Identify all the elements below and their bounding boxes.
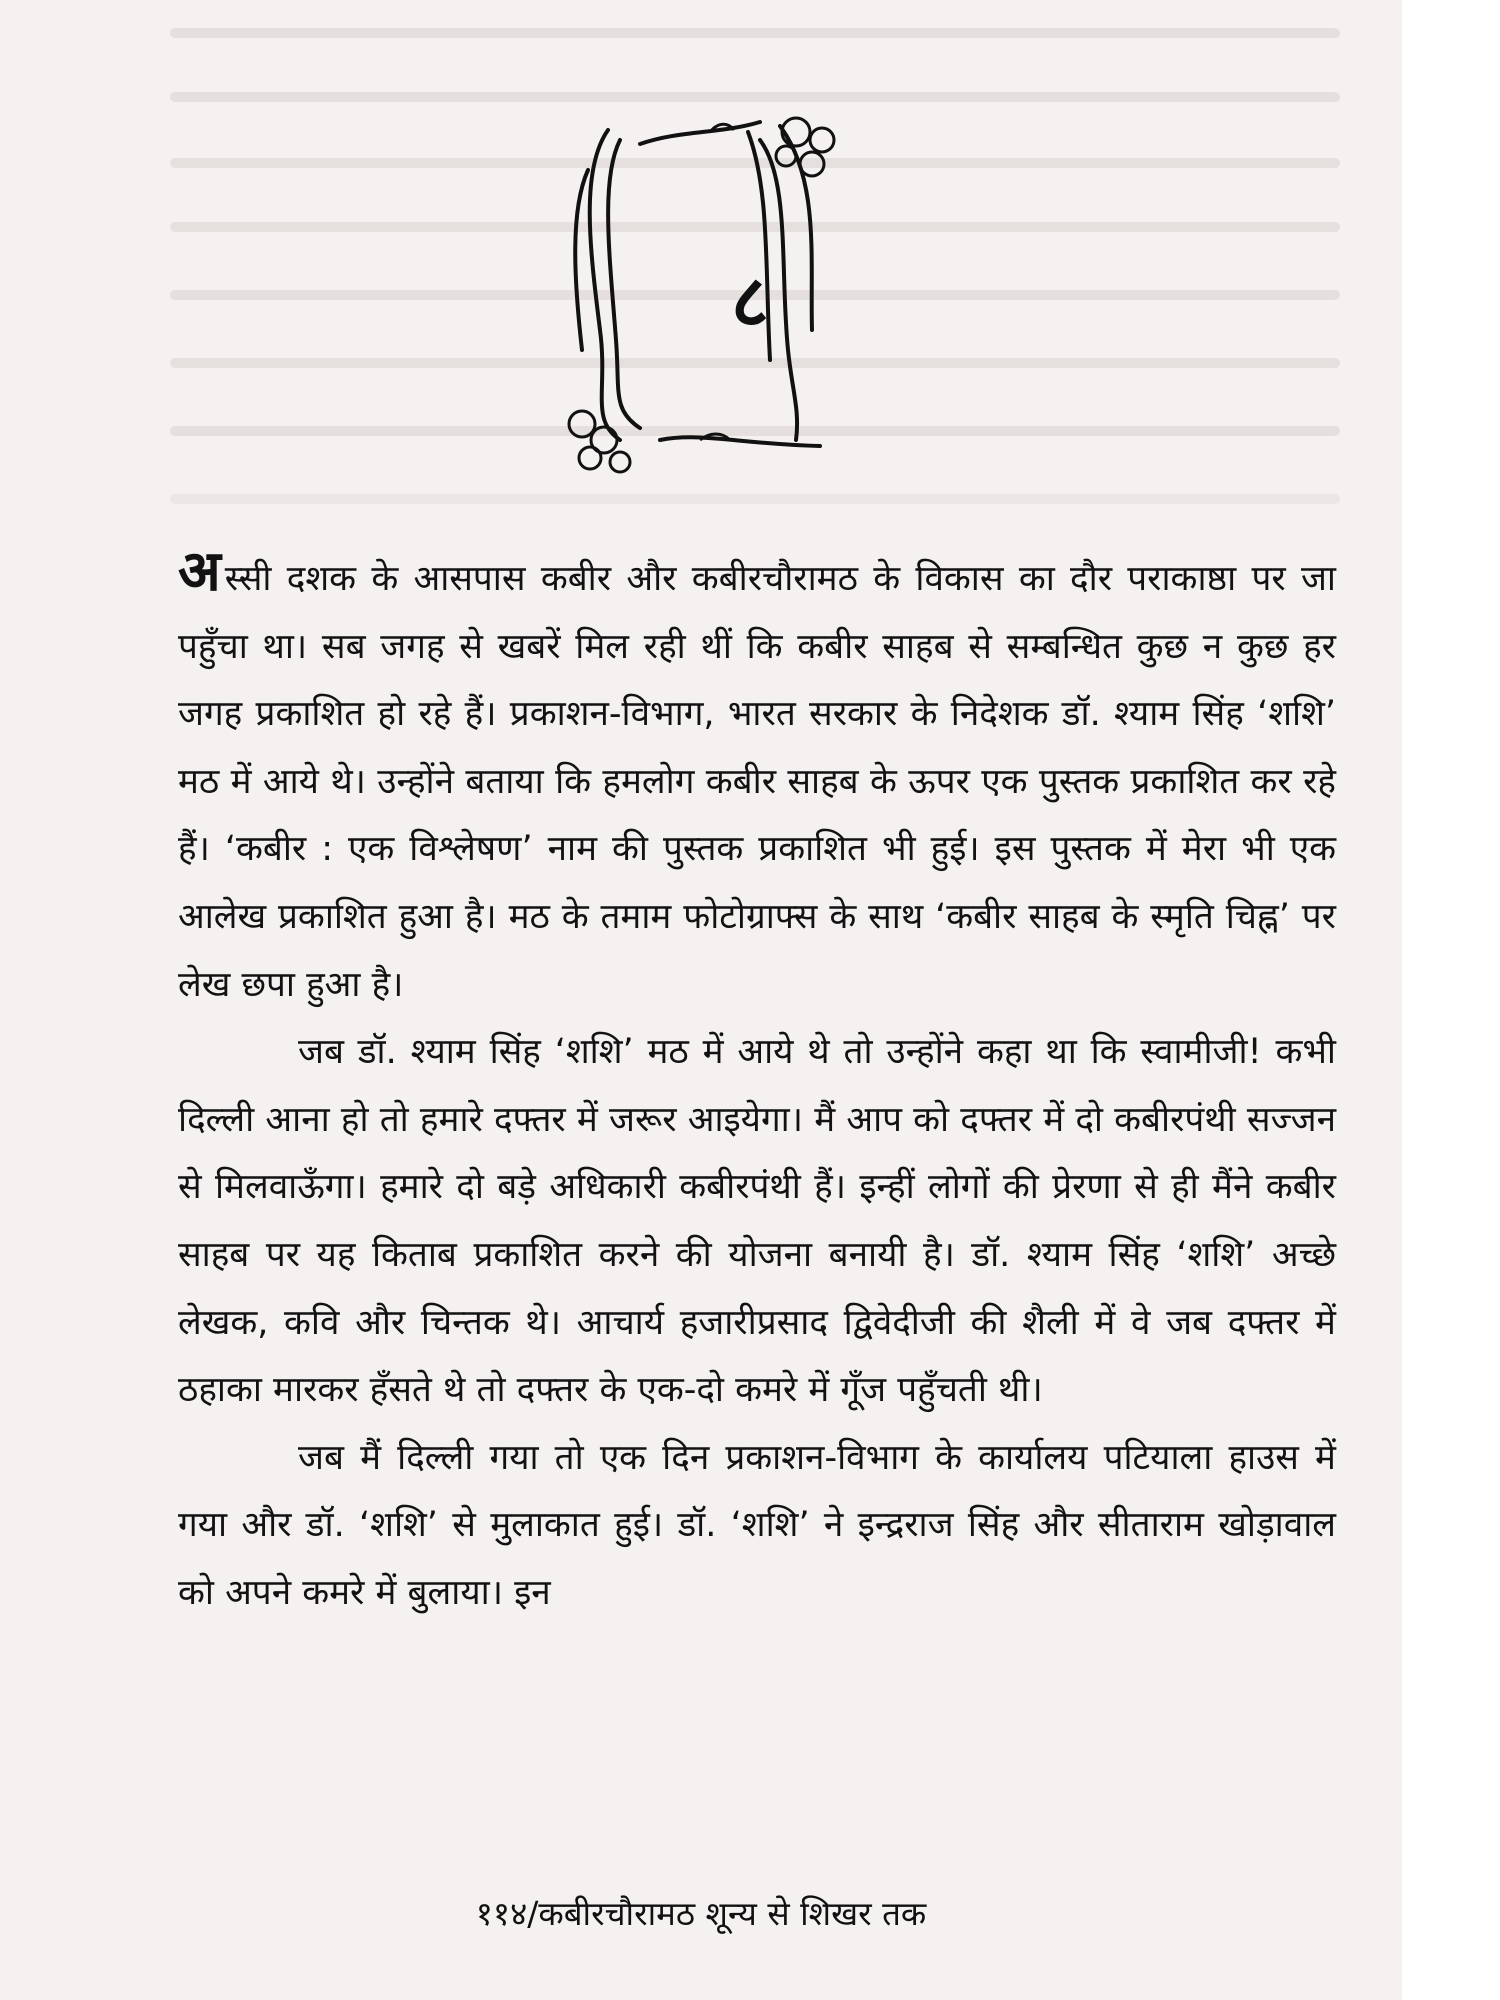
paragraph-text: जब डॉ. श्याम सिंह ‘शशि’ मठ में आये थे तो उन्होंने कहा था कि स्वामीजी! कभी दिल्ली आना हो तो हमारे दफ्तर में जरूर आइयेगा। मैं आप को दफ्तर में दो कबीरपंथी सज्जन से मिलवाऊँगा। हमारे दो बड़े अधिकारी कबीरपंथी हैं। इन्हीं लोगों की प्रेरणा से ही मैंने कबीर साहब पर यह किताब प्रकाशित करने की योजना बनायी है। डॉ. श्याम सिंह ‘शशि’ अच्छे लेखक, कवि और चिन्तक थे। आचार्य हजारीप्रसाद द्विवेदीजी की शैली में वे जब दफ्तर में ठहाका मारकर हँसते थे तो दफ्तर के एक-दो कमरे में गूँज पहुँचती थी। [178, 1032, 1336, 1411]
paragraph-text: जब मैं दिल्ली गया तो एक दिन प्रकाशन-विभाग के कार्यालय पटियाला हाउस में गया और डॉ. ‘शशि’ से मुलाकात हुई। डॉ. ‘शशि’ ने इन्द्रराज सिंह और सीताराम खोड़ावाल को अपने कमरे में बुलाया। इन [178, 1437, 1336, 1613]
paragraph [178, 1425, 1336, 1628]
chapter-body [178, 539, 1336, 1628]
page-margin [1402, 0, 1500, 2000]
bleed-through-line [170, 28, 1340, 38]
paragraph [178, 1019, 1336, 1425]
paragraph [178, 539, 1336, 1019]
bleed-through-line [170, 92, 1340, 102]
chapter-number: ८ [731, 258, 769, 343]
paragraph-text: स्सी दशक के आसपास कबीर और कबीरचौरामठ के विकास का दौर पराकाष्ठा पर जा पहुँचा था। सब जगह से खबरें मिल रही थीं कि कबीर साहब से सम्बन्धित कुछ न कुछ हर जगह प्रकाशित हो रहे हैं। प्रकाशन-विभाग, भारत सरकार के निदेशक डॉ. श्याम सिंह ‘शशि’ मठ में आये थे। उन्होंने बताया कि हमलोग कबीर साहब के ऊपर एक पुस्तक प्रकाशित कर रहे हैं। ‘कबीर : एक विश्लेषण’ नाम की पुस्तक प्रकाशित भी हुई। इस पुस्तक में मेरा भी एक आलेख प्रकाशित हुआ है। मठ के तमाम फोटोग्राफ्स के साथ ‘कबीर साहब के स्मृति चिह्न’ पर लेख छपा हुआ है। [178, 559, 1336, 1005]
drop-cap: अ [178, 539, 221, 604]
bleed-through-line [170, 494, 1340, 504]
page-footer: ११४/कबीरचौरामठ शून्य से शिखर तक [475, 1894, 927, 1933]
